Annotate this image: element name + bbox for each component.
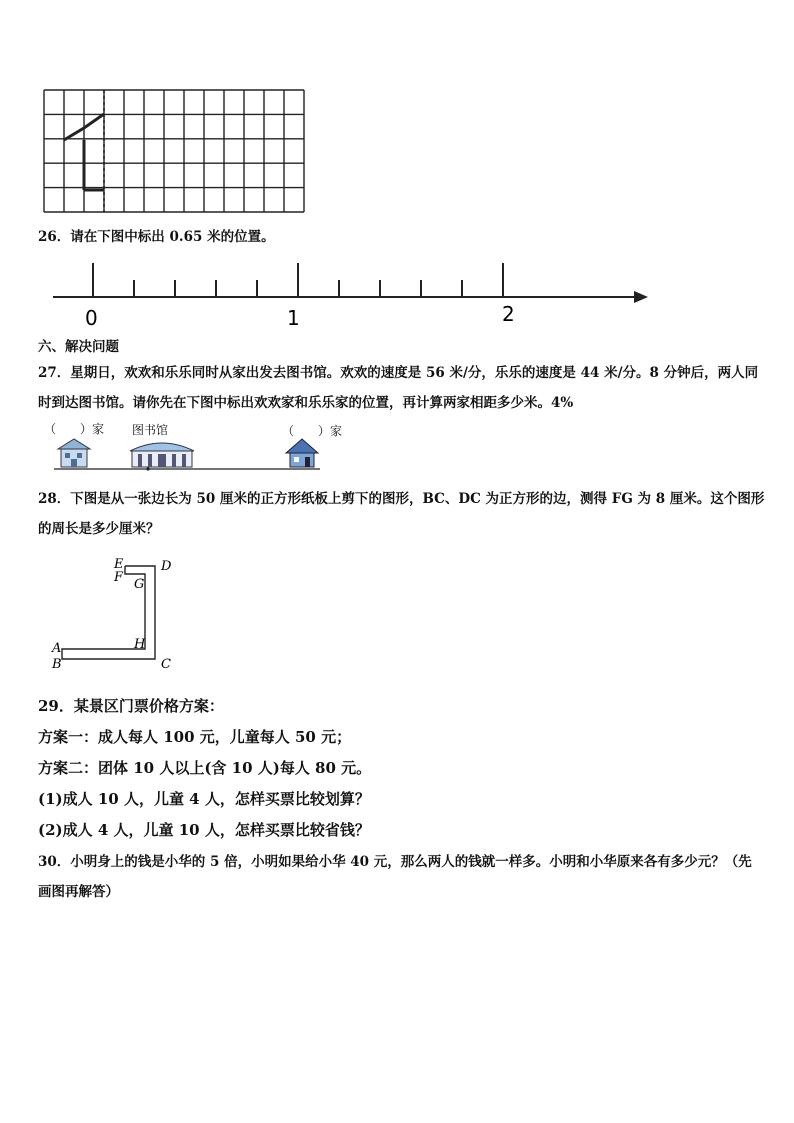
library-icon xyxy=(130,443,194,467)
point-b: B xyxy=(52,657,62,672)
q29-title: 29．某景区门票价格方案： xyxy=(38,697,224,715)
number-line-arrow xyxy=(634,291,648,303)
q27-line1: 27．星期日，欢欢和乐乐同时从家出发去图书馆。欢欢的速度是 56 米/分，乐乐的速度是 44 米/分。8 分钟后，两人同 xyxy=(38,365,759,381)
q29-plan2: 方案二：团体 10 人以上(含 10 人)每人 80 元。 xyxy=(38,759,372,777)
library-label: 图书馆 xyxy=(132,423,169,437)
q29-plan1: 方案一：成人每人 100 元，儿童每人 50 元； xyxy=(38,728,352,746)
q26-text: 26．请在下图中标出 0.65 米的位置。 xyxy=(38,229,275,245)
point-e: E xyxy=(114,557,124,572)
point-a: A xyxy=(52,641,62,656)
number-line-label-1: 1 xyxy=(287,306,300,330)
right-home-label: （ ）家 xyxy=(282,424,343,438)
left-house-icon xyxy=(58,439,90,467)
number-line-label-2: 2 xyxy=(502,302,515,326)
section-title: 六、解决问题 xyxy=(38,339,119,355)
point-f: F xyxy=(114,570,124,585)
point-c: C xyxy=(161,657,171,672)
q30-line2: 画图再解答） xyxy=(38,884,119,900)
route-map xyxy=(52,435,352,475)
point-h: H xyxy=(134,637,146,652)
q29-sub2: (2)成人 4 人，儿童 10 人，怎样买票比较省钱？ xyxy=(38,821,370,839)
number-line xyxy=(48,258,658,328)
right-house-icon xyxy=(286,439,318,467)
q28-line1: 28．下图是从一张边长为 50 厘米的正方形纸板上剪下的图形，BC、DC 为正方形的边，测得 FG 为 8 厘米。这个图形 xyxy=(38,491,765,507)
left-home-label: （ ）家 xyxy=(44,422,105,436)
q27-line2: 时到达图书馆。请你先在下图中标出欢欢家和乐乐家的位置，再计算两家相距多少米。4% xyxy=(38,395,574,411)
q28-line2: 的周长是多少厘米？ xyxy=(38,521,160,537)
q29-sub1: (1)成人 10 人，儿童 4 人，怎样买票比较划算？ xyxy=(38,790,370,808)
number-line-label-0: 0 xyxy=(85,306,98,330)
l-shape-figure xyxy=(50,556,200,676)
q30-line1: 30．小明身上的钱是小华的 5 倍，小明如果给小华 40 元，那么两人的钱就一样多。小明和小华原来各有多少元？（先 xyxy=(38,854,752,870)
number-line-ticks xyxy=(93,263,503,297)
point-g: G xyxy=(134,577,145,592)
route-dot xyxy=(146,467,149,470)
grid-figure xyxy=(40,86,310,216)
point-d: D xyxy=(161,559,172,574)
